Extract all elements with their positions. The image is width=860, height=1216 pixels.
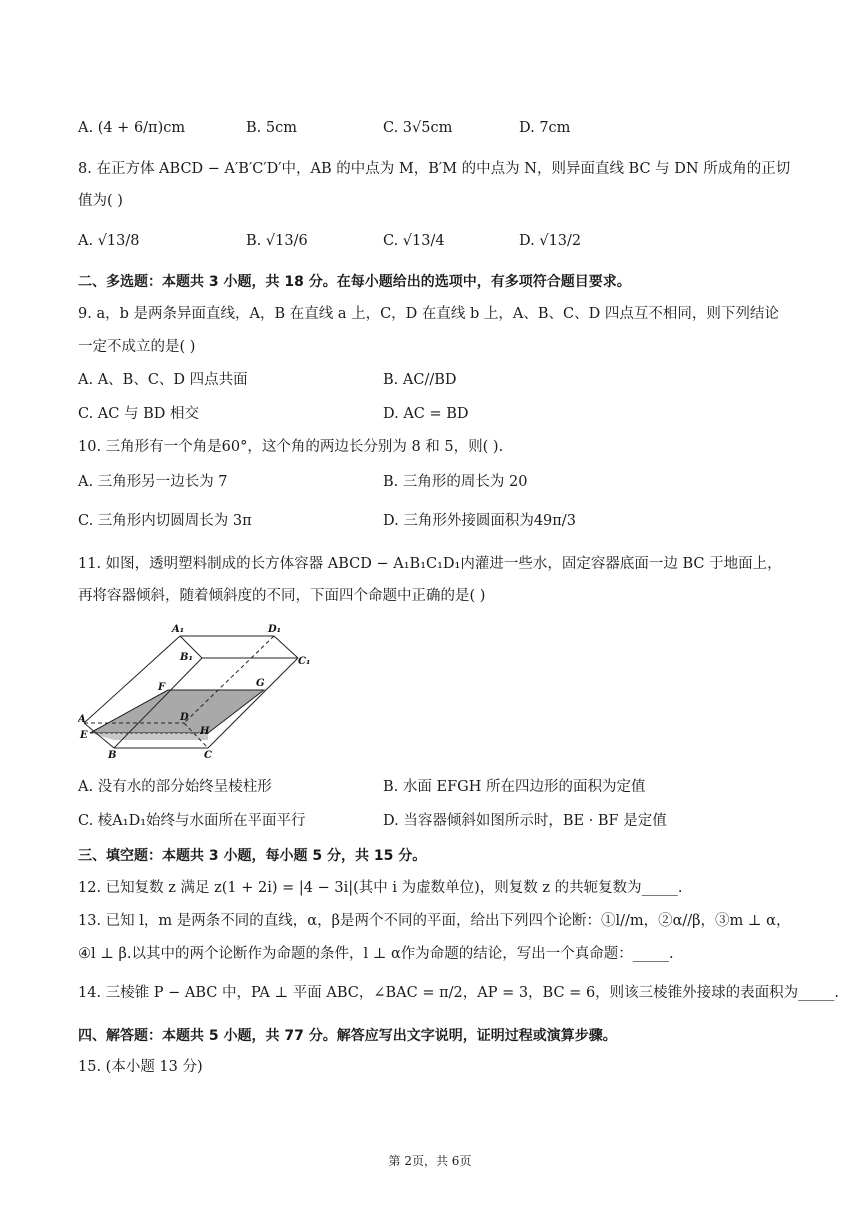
q11-option-a: A. 没有水的部分始终呈棱柱形 <box>78 779 272 795</box>
label-E: E <box>80 730 88 741</box>
q10-option-a: A. 三角形另一边长为 7 <box>78 474 228 490</box>
label-C1: C₁ <box>298 656 311 667</box>
q7-option-d: D. 7cm <box>519 120 571 136</box>
q11-option-d: D. 当容器倾斜如图所示时，BE · BF 是定值 <box>383 813 667 829</box>
q8-stem-line1: 8. 在正方体 ABCD − A′B′C′D′中，AB 的中点为 M，B′M 的中点为 N，则异面直线 BC 与 DN 所成角的正切 <box>78 161 791 177</box>
q13-stem-line2: ④l ⊥ β.以其中的两个论断作为命题的条件，l ⊥ α作为命题的结论，写出一个真命题：_____. <box>78 946 674 962</box>
q11-option-c: C. 棱A₁D₁始终与水面所在平面平行 <box>78 813 306 829</box>
q9-option-d: D. AC = BD <box>383 406 469 422</box>
q11-stem-line1: 11. 如图，透明塑料制成的长方体容器 ABCD − A₁B₁C₁D₁内灌进一些水，固定容器底面一边 BC 于地面上， <box>78 556 782 572</box>
page-footer: 第 2页，共 6页 <box>388 1154 472 1168</box>
water-front <box>90 733 208 740</box>
q8-option-a: A. √13/8 <box>78 233 140 249</box>
label-H: H <box>200 726 210 737</box>
q7-option-a: A. (4 + 6/π)cm <box>78 120 186 136</box>
q9-option-c: C. AC 与 BD 相交 <box>78 406 199 422</box>
q9-option-a: A. A、B、C、D 四点共面 <box>78 372 248 388</box>
prism-water-figure <box>78 620 318 760</box>
section-4-heading: 四、解答题：本题共 5 小题，共 77 分。解答应写出文字说明，证明过程或演算步骤。 <box>78 1028 617 1044</box>
q12-stem: 12. 已知复数 z 满足 z(1 + 2i) = |4 − 3i|(其中 i 为虚数单位)，则复数 z 的共轭复数为_____. <box>78 880 683 896</box>
q7-option-c: C. 3√5cm <box>383 120 453 136</box>
label-D1: D₁ <box>268 624 282 635</box>
q10-stem: 10. 三角形有一个角是60°，这个角的两边长分别为 8 和 5，则( ). <box>78 439 504 455</box>
q10-option-d: D. 三角形外接圆面积为49π/3 <box>383 513 576 529</box>
q9-stem-line1: 9. a，b 是两条异面直线，A，B 在直线 a 上，C，D 在直线 b 上，A、B、C、D 四点互不相同，则下列结论 <box>78 306 779 322</box>
q15-heading: 15. (本小题 13 分) <box>78 1059 203 1075</box>
q9-stem-line2: 一定不成立的是( ) <box>78 339 196 355</box>
label-D: D <box>180 712 189 723</box>
section-3-heading: 三、填空题：本题共 3 小题，每小题 5 分，共 15 分。 <box>78 848 427 864</box>
label-G: G <box>256 678 265 689</box>
q7-option-b: B. 5cm <box>246 120 297 136</box>
q8-stem-line2: 值为( ) <box>78 193 123 209</box>
q9-option-b: B. AC//BD <box>383 372 457 388</box>
label-F: F <box>158 682 166 693</box>
q11-option-b: B. 水面 EFGH 所在四边形的面积为定值 <box>383 779 646 795</box>
water-surface <box>90 690 264 733</box>
q8-option-b: B. √13/6 <box>246 233 308 249</box>
section-2-heading: 二、多选题：本题共 3 小题，共 18 分。在每小题给出的选项中，有多项符合题目要求。 <box>78 274 631 290</box>
label-C: C <box>204 750 212 760</box>
q11-stem-line2: 再将容器倾斜，随着倾斜度的不同，下面四个命题中正确的是( ) <box>78 588 486 604</box>
q10-option-b: B. 三角形的周长为 20 <box>383 474 528 490</box>
label-B1: B₁ <box>180 652 193 663</box>
label-A1: A₁ <box>172 624 185 635</box>
q8-option-c: C. √13/4 <box>383 233 445 249</box>
label-B: B <box>108 750 117 760</box>
q13-stem-line1: 13. 已知 l，m 是两条不同的直线，α，β是两个不同的平面，给出下列四个论断：①l//m，②α//β，③m ⊥ α， <box>78 913 791 929</box>
q8-option-d: D. √13/2 <box>519 233 582 249</box>
q14-stem: 14. 三棱锥 P − ABC 中，PA ⊥ 平面 ABC，∠BAC = π/2，AP = 3，BC = 6，则该三棱锥外接球的表面积为_____. <box>78 985 840 1001</box>
label-A: A <box>78 714 86 725</box>
q10-option-c: C. 三角形内切圆周长为 3π <box>78 513 252 529</box>
